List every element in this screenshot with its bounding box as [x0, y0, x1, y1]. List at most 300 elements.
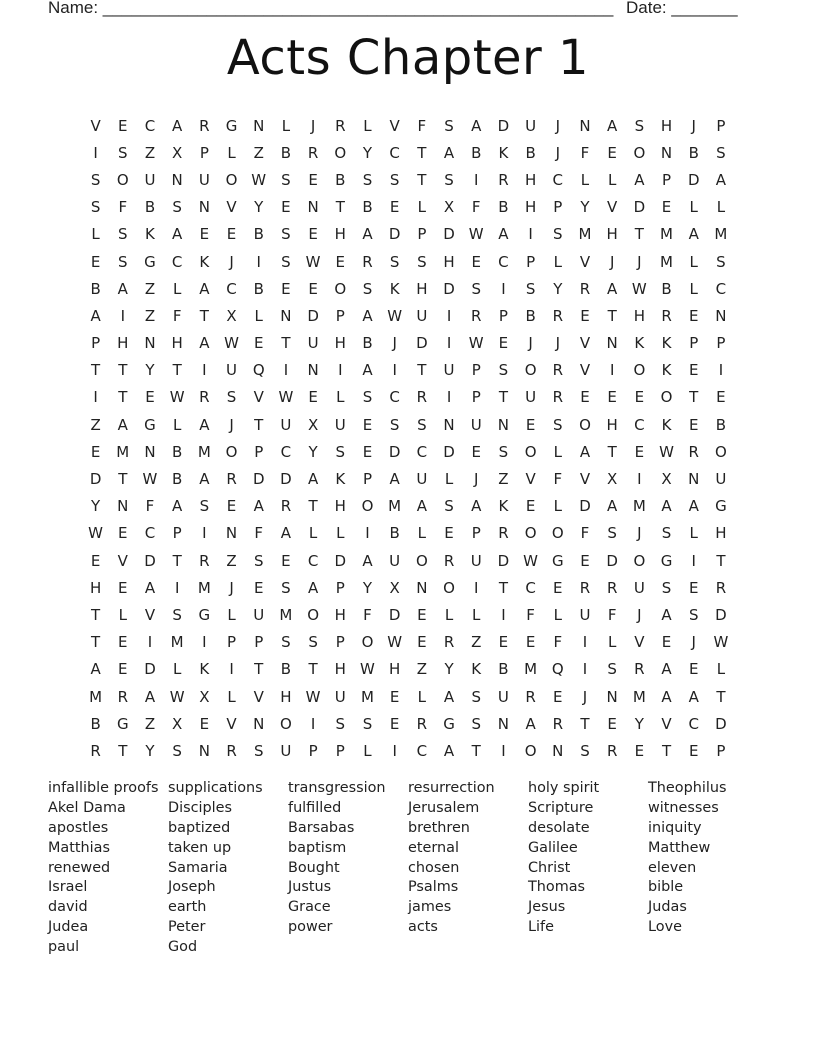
grid-letter: B — [144, 198, 156, 217]
grid-letter: P — [308, 741, 318, 760]
grid-letter: T — [498, 388, 508, 407]
grid-letter: E — [199, 714, 210, 733]
grid-letter: A — [144, 578, 156, 597]
grid-letter: Z — [471, 633, 482, 652]
grid-letter: S — [118, 143, 128, 162]
grid-letter: E — [118, 524, 128, 543]
grid-letter: G — [225, 116, 238, 135]
word-list-item: Judea — [48, 919, 89, 936]
grid-letter: A — [144, 687, 156, 706]
grid-letter: V — [579, 252, 591, 271]
grid-letter: Q — [551, 660, 564, 679]
grid-letter: E — [90, 442, 101, 461]
grid-letter: G — [551, 551, 564, 570]
grid-letter: U — [144, 170, 156, 189]
grid-letter: E — [634, 442, 645, 461]
grid-letter: L — [689, 524, 698, 543]
grid-letter: R — [199, 388, 210, 407]
grid-letter: S — [199, 497, 210, 516]
worksheet-header — [48, 0, 738, 18]
grid-letter: M — [632, 687, 646, 706]
grid-letter: D — [416, 334, 428, 353]
grid-letter: E — [716, 388, 726, 407]
grid-letter: S — [471, 279, 481, 298]
grid-letter: E — [389, 714, 400, 733]
grid-letter: P — [335, 633, 345, 652]
grid-letter: D — [715, 605, 727, 624]
grid-letter: K — [389, 279, 400, 298]
grid-letter: P — [172, 524, 182, 543]
grid-letter: J — [528, 334, 533, 353]
grid-letter: E — [253, 578, 264, 597]
grid-letter: E — [417, 633, 427, 652]
grid-letter: T — [254, 415, 264, 434]
grid-letter: R — [199, 116, 210, 135]
grid-letter: Y — [362, 578, 373, 597]
grid-letter: L — [444, 470, 454, 489]
grid-letter: R — [525, 687, 536, 706]
grid-letter: T — [471, 741, 481, 760]
grid-letter: I — [365, 524, 370, 543]
grid-letter: S — [226, 388, 237, 407]
grid-letter: J — [310, 116, 316, 135]
grid-letter: C — [688, 714, 699, 733]
grid-letter: B — [498, 660, 509, 679]
grid-letter: E — [90, 252, 101, 271]
grid-letter: T — [118, 741, 128, 760]
word-list-item: Matthew — [648, 839, 711, 856]
grid-letter: F — [417, 116, 427, 135]
grid-letter: K — [634, 334, 645, 353]
grid-letter: A — [661, 687, 672, 706]
grid-letter: I — [147, 633, 153, 652]
grid-letter: E — [253, 334, 264, 353]
grid-letter: U — [334, 415, 346, 434]
grid-letter: G — [116, 714, 129, 733]
grid-letter: B — [471, 143, 482, 162]
grid-letter: K — [471, 660, 482, 679]
word-list-item: Samaria — [168, 859, 228, 876]
grid-letter: J — [229, 578, 234, 597]
grid-letter: T — [281, 334, 291, 353]
grid-letter: I — [93, 388, 98, 407]
grid-letter: L — [363, 741, 372, 760]
grid-letter: O — [524, 524, 537, 543]
grid-letter: F — [254, 524, 264, 543]
grid-letter: W — [278, 388, 294, 407]
grid-letter: U — [525, 116, 537, 135]
grid-letter: A — [253, 497, 264, 516]
grid-letter: O — [225, 170, 238, 189]
grid-letter: R — [416, 388, 428, 407]
grid-letter: N — [198, 198, 210, 217]
grid-letter: H — [416, 279, 428, 298]
grid-letter: D — [334, 551, 347, 570]
grid-letter: R — [498, 170, 509, 189]
grid-letter: T — [607, 306, 617, 325]
grid-letter: D — [715, 714, 727, 733]
grid-letter: X — [226, 306, 237, 325]
grid-letter: B — [253, 279, 264, 298]
grid-letter: Y — [91, 497, 101, 516]
grid-letter: J — [555, 334, 560, 353]
grid-letter: K — [335, 470, 346, 489]
grid-letter: O — [361, 497, 374, 516]
grid-letter: B — [498, 198, 509, 217]
grid-letter: V — [253, 687, 264, 706]
grid-letter: S — [389, 252, 400, 271]
grid-letter: I — [446, 306, 452, 325]
grid-letter: B — [389, 524, 400, 543]
grid-letter: S — [607, 524, 617, 543]
grid-letter: O — [633, 143, 646, 162]
grid-letter: S — [498, 361, 509, 380]
grid-letter: E — [553, 687, 563, 706]
grid-letter: Z — [90, 415, 101, 434]
grid-letter: H — [334, 605, 346, 624]
grid-letter: J — [691, 116, 696, 135]
grid-letter: T — [661, 741, 672, 760]
grid-letter: I — [229, 660, 234, 679]
grid-letter: A — [199, 334, 210, 353]
grid-letter: L — [172, 660, 182, 679]
grid-letter: N — [198, 741, 210, 760]
grid-letter: T — [335, 198, 345, 217]
grid-letter: D — [280, 470, 292, 489]
grid-letter: O — [551, 524, 564, 543]
grid-letter: E — [553, 578, 563, 597]
grid-letter: E — [308, 388, 318, 407]
grid-letter: J — [637, 524, 642, 543]
name-field: Name: ______________________________________________________ — [48, 0, 614, 17]
grid-letter: G — [198, 605, 211, 624]
grid-letter: S — [335, 442, 346, 461]
grid-letter: T — [716, 687, 726, 706]
grid-letter: Y — [308, 442, 318, 461]
grid-letter: E — [580, 551, 590, 570]
grid-letter: U — [307, 334, 319, 353]
word-list-column — [168, 779, 288, 958]
grid-letter: U — [497, 687, 509, 706]
grid-letter: B — [280, 660, 292, 679]
grid-letter: W — [224, 334, 239, 353]
grid-letter: S — [90, 170, 101, 189]
grid-letter: W — [169, 687, 185, 706]
grid-letter: Q — [252, 361, 265, 380]
grid-letter: B — [525, 143, 536, 162]
grid-letter: B — [362, 198, 373, 217]
grid-letter: S — [118, 252, 128, 271]
grid-letter: O — [334, 143, 347, 162]
grid-letter: L — [227, 687, 236, 706]
grid-letter: O — [633, 361, 646, 380]
grid-letter: F — [118, 198, 128, 217]
grid-letter: Z — [144, 143, 156, 162]
grid-letter: F — [471, 198, 481, 217]
grid-letter: A — [389, 470, 400, 489]
grid-letter: S — [308, 633, 318, 652]
grid-letter: W — [631, 279, 647, 298]
grid-letter: R — [552, 388, 563, 407]
grid-letter: J — [582, 687, 588, 706]
grid-letter: C — [552, 170, 564, 189]
grid-letter: R — [117, 687, 128, 706]
date-field: Date: _______ — [626, 0, 738, 17]
grid-letter: S — [716, 143, 726, 162]
grid-letter: A — [172, 225, 183, 244]
grid-letter: P — [335, 578, 345, 597]
grid-letter: I — [609, 361, 615, 380]
grid-letter: T — [254, 660, 264, 679]
grid-letter: M — [660, 252, 673, 271]
grid-letter: N — [715, 306, 727, 325]
grid-letter: P — [417, 225, 427, 244]
grid-letter: I — [582, 660, 588, 679]
grid-letter: I — [392, 361, 397, 380]
grid-letter: E — [308, 279, 318, 298]
word-list-item: renewed — [48, 859, 111, 876]
grid-letter: V — [226, 714, 237, 733]
grid-letter: M — [116, 442, 130, 461]
grid-letter: R — [226, 741, 237, 760]
grid-letter: U — [389, 551, 401, 570]
grid-letter: T — [172, 551, 182, 570]
grid-letter: Y — [145, 741, 155, 760]
grid-letter: S — [444, 116, 454, 135]
grid-letter: S — [253, 551, 264, 570]
grid-letter: G — [660, 551, 673, 570]
grid-letter: P — [199, 143, 209, 162]
grid-letter: E — [389, 687, 400, 706]
word-list-item: Disciples — [168, 799, 232, 816]
word-list-item: power — [288, 919, 333, 936]
grid-letter: E — [525, 497, 536, 516]
grid-letter: R — [362, 252, 373, 271]
grid-letter: H — [524, 198, 537, 217]
grid-letter: B — [661, 279, 672, 298]
grid-letter: U — [253, 605, 265, 624]
grid-letter: C — [416, 442, 428, 461]
grid-letter: E — [688, 306, 699, 325]
word-list-item: resurrection — [408, 780, 495, 796]
grid-letter: C — [280, 442, 292, 461]
grid-letter: I — [93, 143, 98, 162]
word-list-column — [528, 779, 648, 958]
grid-letter: L — [363, 116, 372, 135]
grid-letter: Y — [553, 279, 563, 298]
grid-letter: C — [144, 116, 156, 135]
grid-letter: E — [580, 388, 590, 407]
grid-letter: E — [607, 143, 617, 162]
grid-letter: E — [281, 551, 291, 570]
grid-letter: S — [281, 170, 291, 189]
grid-letter: T — [689, 388, 699, 407]
grid-letter: N — [253, 116, 265, 135]
grid-letter: A — [661, 660, 672, 679]
grid-letter: H — [606, 225, 618, 244]
grid-letter: O — [415, 551, 428, 570]
grid-letter: W — [251, 170, 267, 189]
grid-letter: H — [334, 334, 346, 353]
grid-letter: J — [474, 470, 479, 489]
grid-letter: C — [226, 279, 237, 298]
grid-letter: I — [691, 551, 696, 570]
grid-letter: U — [443, 361, 455, 380]
word-list-item: Justus — [288, 879, 332, 896]
grid-letter: R — [416, 714, 428, 733]
grid-letter: Y — [145, 361, 155, 380]
word-list-item: Bought — [288, 859, 340, 876]
grid-letter: M — [197, 442, 211, 461]
grid-letter: Y — [254, 198, 264, 217]
grid-letter: E — [471, 442, 481, 461]
grid-letter: E — [661, 198, 672, 217]
grid-letter: R — [280, 497, 292, 516]
grid-letter: S — [634, 116, 645, 135]
grid-letter: T — [607, 442, 617, 461]
grid-letter: E — [525, 633, 536, 652]
grid-letter: D — [144, 660, 156, 679]
word-list-item: eleven — [648, 859, 697, 876]
grid-letter: L — [336, 524, 345, 543]
grid-letter: S — [607, 660, 617, 679]
grid-letter: A — [688, 687, 699, 706]
grid-letter: R — [443, 551, 455, 570]
grid-letter: F — [580, 143, 590, 162]
grid-letter: N — [416, 578, 428, 597]
grid-letter: W — [387, 633, 403, 652]
grid-letter: S — [716, 252, 726, 271]
grid-letter: U — [715, 470, 727, 489]
grid-letter: L — [172, 415, 182, 434]
grid-letter: H — [443, 252, 455, 271]
grid-letter: S — [471, 687, 481, 706]
grid-letter: N — [253, 714, 265, 733]
grid-letter: L — [716, 660, 726, 679]
word-list-item: Christ — [528, 859, 571, 876]
grid-letter: I — [202, 524, 207, 543]
grid-letter: R — [226, 470, 237, 489]
grid-letter: L — [281, 116, 291, 135]
grid-letter: V — [90, 116, 101, 135]
grid-letter: B — [688, 143, 699, 162]
grid-letter: O — [524, 442, 537, 461]
grid-letter: C — [144, 524, 156, 543]
grid-letter: R — [579, 578, 591, 597]
grid-letter: R — [552, 361, 563, 380]
grid-letter: A — [307, 470, 319, 489]
grid-letter: U — [334, 687, 346, 706]
grid-letter: H — [524, 170, 537, 189]
grid-letter: T — [199, 306, 209, 325]
grid-letter: K — [199, 252, 210, 271]
grid-letter: S — [661, 524, 672, 543]
grid-letter: L — [580, 170, 590, 189]
grid-letter: L — [227, 143, 236, 162]
grid-letter: B — [335, 170, 346, 189]
grid-letter: U — [226, 361, 238, 380]
grid-letter: A — [172, 116, 183, 135]
grid-letter: F — [363, 605, 372, 624]
grid-letter: O — [715, 442, 727, 461]
grid-letter: V — [634, 633, 645, 652]
grid-letter: H — [660, 116, 673, 135]
grid-letter: H — [117, 334, 129, 353]
grid-letter: S — [253, 741, 264, 760]
grid-letter: L — [472, 605, 481, 624]
grid-letter: I — [392, 741, 397, 760]
word-list-item: supplications — [168, 780, 263, 796]
grid-letter: C — [389, 143, 400, 162]
grid-letter: U — [633, 578, 645, 597]
grid-letter: M — [524, 660, 538, 679]
grid-letter: R — [498, 524, 509, 543]
grid-letter: A — [362, 361, 373, 380]
grid-letter: P — [254, 442, 264, 461]
word-list-item: Theophilus — [648, 780, 727, 796]
grid-letter: W — [360, 660, 375, 679]
grid-letter: I — [174, 578, 180, 597]
word-list-column — [48, 779, 168, 958]
grid-letter: L — [227, 605, 236, 624]
grid-letter: I — [202, 633, 207, 652]
grid-letter: E — [688, 578, 699, 597]
grid-letter: W — [659, 442, 674, 461]
grid-letter: E — [607, 714, 617, 733]
word-list-item: Psalms — [408, 879, 459, 896]
grid-letter: M — [197, 578, 211, 597]
grid-letter: A — [471, 497, 482, 516]
grid-letter: A — [661, 497, 672, 516]
grid-letter: I — [446, 388, 452, 407]
grid-letter: H — [389, 660, 401, 679]
grid-letter: N — [171, 170, 183, 189]
grid-letter: S — [281, 578, 291, 597]
letter-grid — [82, 112, 735, 765]
grid-letter: L — [689, 279, 698, 298]
grid-letter: Z — [144, 714, 156, 733]
grid-letter: H — [280, 687, 292, 706]
grid-letter: Y — [580, 198, 590, 217]
grid-letter: G — [443, 714, 455, 733]
word-list-item: acts — [408, 919, 438, 936]
grid-letter: N — [606, 334, 618, 353]
grid-letter: I — [202, 361, 207, 380]
grid-letter: E — [90, 551, 101, 570]
grid-letter: I — [256, 252, 261, 271]
grid-letter: Z — [144, 306, 156, 325]
word-list-item: Life — [528, 919, 554, 936]
grid-letter: S — [471, 714, 481, 733]
grid-letter: J — [229, 415, 234, 434]
grid-letter: Y — [444, 660, 454, 679]
word-list-item: transgression — [288, 780, 386, 796]
grid-letter: R — [661, 306, 672, 325]
grid-letter: P — [254, 633, 264, 652]
grid-letter: U — [579, 605, 591, 624]
grid-letter: A — [199, 415, 210, 434]
grid-letter: O — [225, 442, 238, 461]
grid-letter: A — [117, 279, 128, 298]
grid-letter: L — [172, 279, 182, 298]
grid-letter: A — [362, 551, 373, 570]
grid-letter: A — [443, 687, 455, 706]
grid-letter: X — [307, 415, 319, 434]
grid-letter: A — [199, 470, 210, 489]
word-list-item: Galilee — [528, 839, 578, 856]
grid-letter: X — [389, 578, 400, 597]
grid-letter: J — [637, 252, 642, 271]
